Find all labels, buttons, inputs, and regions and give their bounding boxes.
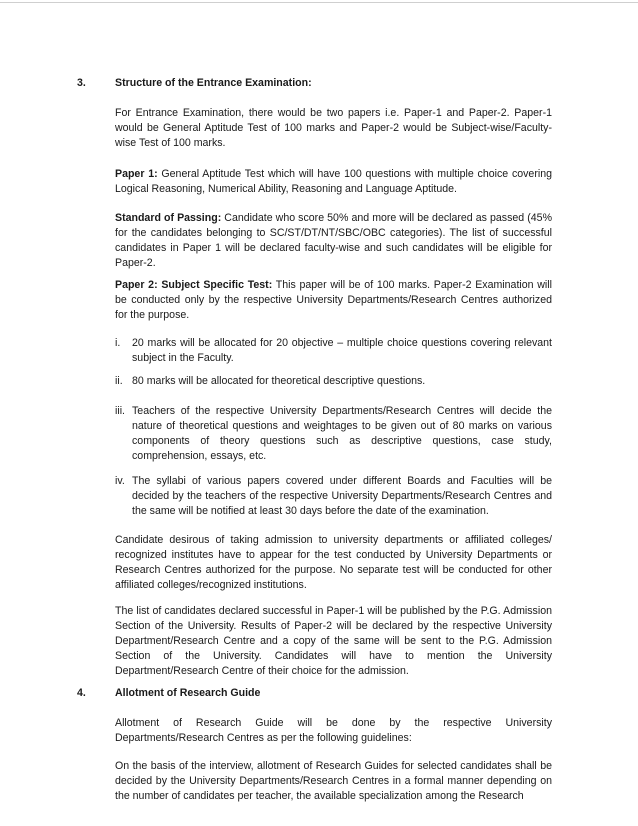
paper-1-text: General Aptitude Test which will have 100 questions with multiple choice covering Logical Reasoning, Numerical Ability, Reasoning and Language Aptitude. [115, 168, 552, 195]
paragraph-interview-basis: On the basis of the interview, allotment of Research Guides for selected candidates shall be decided by the University Departments/Research Centres in a formal manner depending on the number of candidates per teacher, the available specialization among the Research [115, 760, 552, 802]
list-item [115, 336, 552, 366]
list-item-number: ii. [115, 375, 123, 387]
list-item [115, 474, 552, 519]
standard-of-passing-lead: Standard of Passing: [115, 212, 222, 224]
list-item [115, 404, 552, 464]
section-3-title: Structure of the Entrance Examination: [115, 77, 312, 89]
paragraph-entrance-papers: For Entrance Examination, there would be two papers i.e. Paper-1 and Paper-2. Paper-1 would be General Aptitude Test of 100 marks and Paper-2 would be Subject-wise/Faculty-wise Test of 100 marks. [115, 107, 552, 149]
paragraph-admission-test: Candidate desirous of taking admission to university departments or affiliated colleges/ recognized institutes have to appear for the test conducted by University Departments or Research Centres authorized for the purpose. No separate test will be conducted for other affiliated colleges/recognized institutions. [115, 534, 552, 591]
standard-of-passing-text: Candidate who score 50% and more will be declared as passed (45% for the candidates belonging to SC/ST/DT/NT/SBC/OBC categories). The list of successful candidates in Paper 1 will be declared faculty-wise and such candidates will be eligible for Paper-2. [115, 212, 552, 269]
list-item-text: Teachers of the respective University Departments/Research Centres will decide the nature of theoretical questions and weightages to be given out of 80 marks on various components of theory questions such as descriptive questions, case study, comprehension, essays, etc. [132, 405, 552, 462]
paragraph-standard-of-passing [115, 211, 552, 271]
list-item-text: 20 marks will be allocated for 20 objective – multiple choice questions covering relevant subject in the Faculty. [132, 337, 552, 364]
paper-2-text: This paper will be of 100 marks. Paper-2 Examination will be conducted only by the respective University Departments/Research Centres authorized for the purpose. [115, 279, 552, 321]
paper-1-lead: Paper 1: [115, 168, 158, 180]
list-item-text: The syllabi of various papers covered under different Boards and Faculties will be decided by the teachers of the respective University Departments/Research Centres and the same will be notified at least 30 days before the date of the examination. [132, 475, 552, 517]
list-item [115, 374, 552, 389]
list-item-text: 80 marks will be allocated for theoretical descriptive questions. [132, 375, 426, 387]
section-3-number: 3. [77, 77, 86, 89]
list-item-number: iii. [115, 405, 126, 417]
paper-2-lead: Paper 2: Subject Specific Test: [115, 279, 273, 291]
section-4-title: Allotment of Research Guide [115, 687, 261, 699]
list-item-number: i. [115, 337, 121, 349]
paragraph-paper-1 [115, 167, 552, 197]
paragraph-results: The list of candidates declared successful in Paper-1 will be published by the P.G. Admission Section of the University. Results of Paper-2 will be declared by the respective University Department/Research Centre and a copy of the same will be sent to the P.G. Admission Section of the University. Candidates will have to mention the University Department/Research Centre of their choice for the admission. [115, 605, 552, 677]
paragraph-allotment: Allotment of Research Guide will be done by the respective University Departments/Research Centres as per the following guidelines: [115, 717, 552, 744]
list-item-number: iv. [115, 475, 125, 487]
section-4-number: 4. [77, 687, 86, 699]
paragraph-paper-2 [115, 278, 552, 323]
